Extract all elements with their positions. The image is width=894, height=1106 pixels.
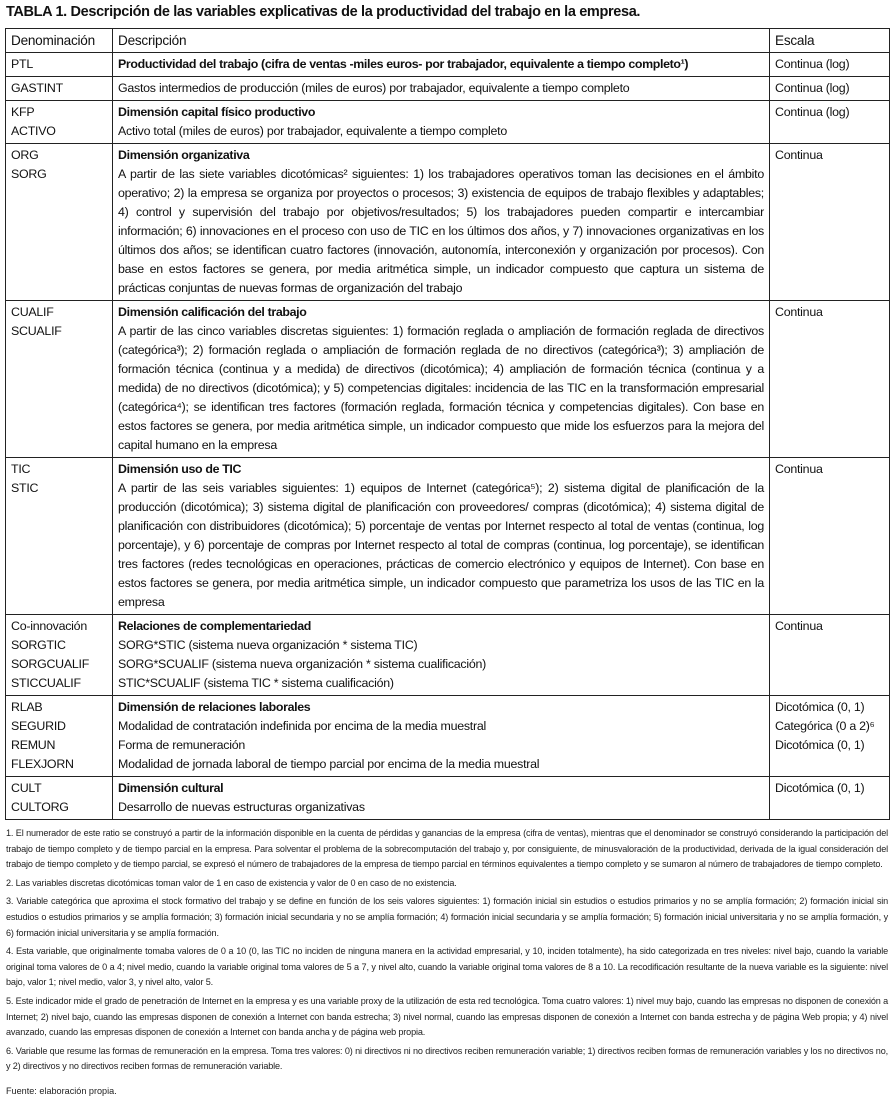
denominacion-cell [6, 777, 113, 820]
table-row [6, 301, 890, 458]
descripcion-cell [113, 101, 770, 144]
description-text: A partir de las seis variables siguientes: 1) equipos de Internet (categórica⁵); 2) sistema digital de planificación de la producción (dicotómica); 3) sistema digital de planificación con proveedores/ compras (dicotómica); 4) sistema digital de planificación con distribuidores (dicotómica); 5) porcentaje de ventas por Internet respecto al total de ventas (continua, log porcentaje), y 6) porcentaje de compras por Internet respecto al total de compras (continua, log porcentaje), se identifican tres factores (redes tecnológicas en operaciones, prácticas de comercio electrónico y equipos de Internet). Con base en estos factores se genera, por media aritmética simple, un indicador compuesto que parametriza los usos de las TIC en la empresa [118, 481, 764, 609]
scale-value: Continua [775, 148, 823, 162]
source-note: Fuente: elaboración propia. [6, 1085, 117, 1096]
variable-name: CUALIF [11, 305, 54, 319]
scale-value: Continua (log) [775, 105, 850, 119]
description-text: Forma de remuneración [118, 738, 245, 752]
table-title: TABLA 1. Descripción de las variables explicativas de la productividad del trabajo en la empresa. [6, 4, 641, 20]
description-text: Modalidad de jornada laboral de tiempo parcial por encima de la media muestral [118, 757, 540, 771]
variable-name: GASTINT [11, 81, 63, 95]
descripcion-cell [113, 301, 770, 458]
variable-name: KFP [11, 105, 35, 119]
dimension-title: Dimensión de relaciones laborales [118, 700, 311, 714]
description-text: Activo total (miles de euros) por trabajador, equivalente a tiempo completo [118, 124, 507, 138]
table-row [6, 101, 890, 144]
escala-cell [770, 301, 890, 458]
scale-value: Continua (log) [775, 81, 850, 95]
scale-value: Dicotómica (0, 1) [775, 700, 865, 714]
variable-name: ACTIVO [11, 124, 56, 138]
description-text: SORG*STIC (sistema nueva organización * sistema TIC) [118, 638, 418, 652]
variable-name: SCUALIF [11, 324, 62, 338]
variable-name: RLAB [11, 700, 43, 714]
description-text: Modalidad de contratación indefinida por encima de la media muestral [118, 719, 487, 733]
dimension-title: Dimensión organizativa [118, 148, 250, 162]
scale-value: Continua [775, 619, 823, 633]
header-escala: Escala [770, 29, 890, 53]
variable-name: SEGURID [11, 719, 66, 733]
table-row [6, 144, 890, 301]
table-row [6, 77, 890, 101]
variable-name: PTL [11, 57, 33, 71]
denominacion-cell [6, 53, 113, 77]
table-row [6, 777, 890, 820]
scale-value: Categórica (0 a 2)⁶ [775, 719, 875, 733]
escala-cell [770, 615, 890, 696]
variable-name: CULTORG [11, 800, 69, 814]
escala-cell [770, 458, 890, 615]
variable-name: SORG [11, 167, 47, 181]
dimension-title: Dimensión calificación del trabajo [118, 305, 307, 319]
footnote-3: 3. Variable categórica que aproxima el stock formativo del trabajo y se define en función de los seis valores siguientes: 1) formación inicial sin estudios o estudios primarios y no se amplía formación; 2) formación inicial sin estudios o estudios primarios y se amplía formación; 3) formación inicial secundaria y no se amplía formación; 4) formación inicial secundaria y se amplía formación; 5) formación inicial universitaria y no se amplía formación, y 6) formación inicial universitaria y se amplía formación. [6, 896, 888, 938]
variable-name: STICCUALIF [11, 676, 81, 690]
escala-cell [770, 77, 890, 101]
scale-value: Dicotómica (0, 1) [775, 738, 865, 752]
variable-name: Co-innovación [11, 619, 87, 633]
variable-name: ORG [11, 148, 39, 162]
descripcion-cell [113, 777, 770, 820]
denominacion-cell [6, 77, 113, 101]
table-row [6, 615, 890, 696]
descripcion-cell [113, 696, 770, 777]
descripcion-cell [113, 615, 770, 696]
table-header-row [6, 29, 890, 53]
variable-name: FLEXJORN [11, 757, 74, 771]
table-row [6, 53, 890, 77]
scale-value: Continua (log) [775, 57, 850, 71]
variables-table [5, 28, 890, 820]
footnote-4: 4. Esta variable, que originalmente tomaba valores de 0 a 10 (0, las TIC no inciden de ninguna manera en la actividad empresarial, y 10, inciden totalmente), ha sido categorizada en tres niveles: nivel bajo, cuando la variable original toma valores de 0 a 4; nivel medio, cuando la variable original toma valores de 5 a 7, y nivel alto, cuando la variable original toma valores de 8 a 10. La recodificación resultante de la nueva variable es la siguiente: nivel bajo, valor 1; nivel medio, valor 3, y nivel alto, valor 5. [6, 946, 888, 988]
descripcion-cell [113, 144, 770, 301]
denominacion-cell [6, 301, 113, 458]
scale-value: Dicotómica (0, 1) [775, 781, 865, 795]
variable-name: TIC [11, 462, 31, 476]
descripcion-cell [113, 458, 770, 615]
escala-cell [770, 696, 890, 777]
variable-name: CULT [11, 781, 42, 795]
dimension-title: Productividad del trabajo (cifra de ventas -miles euros- por trabajador, equivalente a tiempo completo¹) [118, 57, 689, 71]
escala-cell [770, 101, 890, 144]
escala-cell [770, 53, 890, 77]
footnote-5: 5. Este indicador mide el grado de penetración de Internet en la empresa y es una variable proxy de la utilización de esta red tecnológica. Toma cuatro valores: 1) nivel muy bajo, cuando las empresas no disponen de conexión a Internet; 2) nivel bajo, cuando las empresas disponen de conexión a Internet con banda estrecha; 3) nivel normal, cuando las empresas disponen de conexión a Internet con banda estrecha y de página Web propia; y 4) nivel avanzado, cuando las empresas disponen de conexión a Internet con banda ancha y de página web propia. [6, 995, 888, 1038]
variable-name: REMUN [11, 738, 56, 752]
description-text: Gastos intermedios de producción (miles de euros) por trabajador, equivalente a tiempo completo [118, 81, 630, 95]
description-text: STIC*SCUALIF (sistema TIC * sistema cualificación) [118, 676, 394, 690]
escala-cell [770, 777, 890, 820]
footnote-2: 2. Las variables discretas dicotómicas toman valor de 1 en caso de existencia y valor de 0 en caso de no existencia. [6, 877, 457, 888]
escala-cell [770, 144, 890, 301]
description-text: A partir de las cinco variables discretas siguientes: 1) formación reglada o ampliación de formación reglada de directivos (categórica³); 2) formación reglada o ampliación de formación reglada de no directivos (categórica³); 3) ampliación de formación técnica (continua y a medida) de directivos (dicotómica); 4) ampliación de formación técnica (continua y a medida) de no directivos (dicotómica); y 5) competencias digitales: incidencia de las TIC en la transformación empresarial (categórica⁴); se identifican tres factores (formación reglada, formación técnica y competencias digitales). Con base en estos factores se genera, por media aritmética simple, un indicador compuesto que mide los esfuerzos para la mejora del capital humano en la empresa [118, 324, 764, 452]
descripcion-cell [113, 77, 770, 101]
denominacion-cell [6, 615, 113, 696]
denominacion-cell [6, 101, 113, 144]
dimension-title: Dimensión uso de TIC [118, 462, 242, 476]
description-text: A partir de las siete variables dicotómicas² siguientes: 1) los trabajadores operativos toman las decisiones en el ámbito operativo; 2) la empresa se organiza por proyectos o procesos; 3) existencia de equipos de trabajo flexibles y adaptables; 4) control y supervisión del trabajo por objetivos/resultados; 5) los trabajadores pueden compartir e intercambiar información; 6) innovaciones en el proceso con uso de TIC en los últimos dos años, y 7) innovaciones organizativas en los últimos dos años; se identifican cuatro factores (innovación, autonomía, interconexión y organización por procesos). Con base en estos factores se genera, por media aritmética simple, un indicador compuesto que captura un sistema de prácticas conjuntas de nuevas formas de organización del trabajo [118, 167, 764, 295]
denominacion-cell [6, 696, 113, 777]
denominacion-cell [6, 458, 113, 615]
dimension-title: Relaciones de complementariedad [118, 619, 311, 633]
variable-name: SORGCUALIF [11, 657, 90, 671]
dimension-title: Dimensión capital físico productivo [118, 105, 316, 119]
description-text: Desarrollo de nuevas estructuras organizativas [118, 800, 365, 814]
footnote-1: 1. El numerador de este ratio se construyó a partir de la información disponible en la cuenta de pérdidas y ganancias de la empresa (cifra de ventas), mientras que el denominador se construyó considerando la participación del trabajo de tiempo completo y de tiempo parcial en la empresa. Para solventar el problema de la sobrecomputación del trabajo y, por consiguiente, de minusvaloración de la productividad, derivada de la igual consideración del trabajo de tiempo completo y de tiempo parcial, se expresó el número de trabajadores de la empresa de tiempo parcial en términos equivalentes a tiempo completo y se sumaron al número de trabajadores de tiempo completo. [6, 828, 888, 870]
dimension-title: Dimensión cultural [118, 781, 224, 795]
table-body [6, 53, 890, 820]
footnote-6: 6. Variable que resume las formas de remuneración en la empresa. Toma tres valores: 0) ni directivos ni no directivos reciben remuneración variable; 1) directivos reciben formas de remuneración variables y los no directivos no, y 2) directivos y no directivos reciben formas de remuneración variable. [6, 1045, 888, 1072]
footnotes [6, 826, 888, 1075]
variable-name: STIC [11, 481, 39, 495]
denominacion-cell [6, 144, 113, 301]
descripcion-cell [113, 53, 770, 77]
description-text: SORG*SCUALIF (sistema nueva organización * sistema cualificación) [118, 657, 487, 671]
header-descripcion: Descripción [113, 29, 770, 53]
table-row [6, 696, 890, 777]
variable-name: SORGTIC [11, 638, 66, 652]
header-denominacion: Denominación [6, 29, 113, 53]
scale-value: Continua [775, 305, 823, 319]
table-row [6, 458, 890, 615]
scale-value: Continua [775, 462, 823, 476]
